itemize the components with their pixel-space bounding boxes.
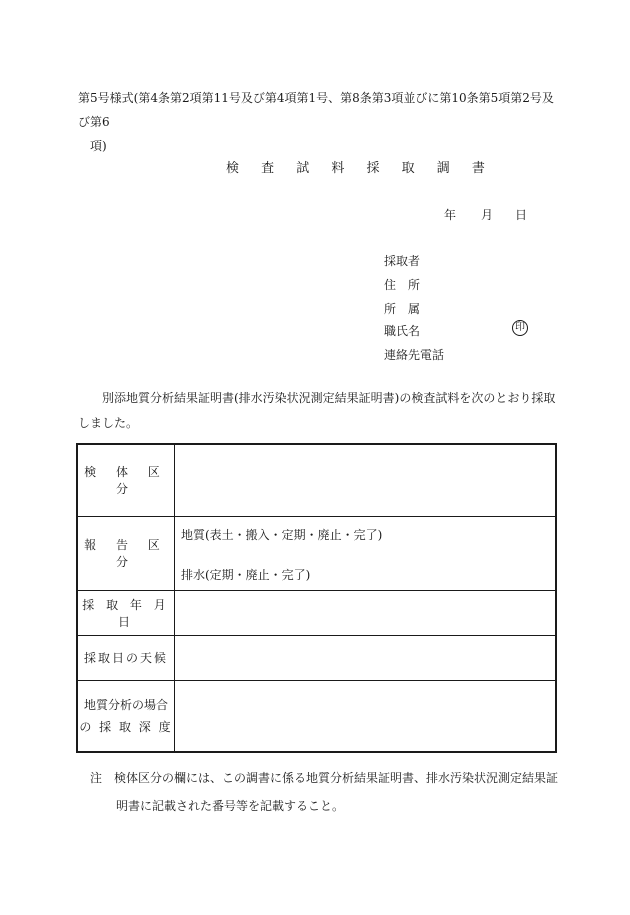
collector-label: 採取者 [384, 254, 421, 268]
footnote-line1: 注 検体区分の欄には、この調書に係る地質分析結果証明書、排水汚染状況測定結果証 [90, 771, 559, 785]
collector-affiliation-label: 所 属 [384, 302, 421, 316]
date-year: 年 [444, 208, 457, 222]
row-label-specimen-category: 検 体 区 分 [77, 444, 175, 516]
report-option-soil: 地質(表土・搬入・定期・廃止・完了) [181, 527, 383, 542]
sampling-date-field[interactable] [175, 590, 557, 635]
sample-record-table [76, 443, 557, 753]
table-row [77, 444, 556, 516]
collector-name-label: 職氏名 [384, 324, 421, 338]
collector-address-label: 住 所 [384, 278, 421, 292]
footnote-line2: 明書に記載された番号等を記載すること。 [116, 799, 345, 813]
sampling-depth-label-line1: 地質分析の場合 [83, 697, 168, 712]
document-title: 検 査 試 料 採 取 調 書 [226, 161, 494, 176]
specimen-category-field[interactable] [175, 444, 557, 516]
weather-field[interactable] [175, 635, 557, 680]
footnote [90, 764, 560, 820]
row-label-sampling-date: 採 取 年 月 日 [77, 590, 175, 635]
date-day: 日 [515, 208, 528, 222]
sampling-depth-field[interactable] [175, 680, 557, 752]
seal-mark: 印 [512, 320, 528, 336]
intro-paragraph: 別添地質分析結果証明書(排水汚染状況測定結果証明書)の検査試料を次のとおり採取しました。 [78, 391, 556, 430]
sampling-depth-label-line2: の 採 取 深 度 [79, 719, 173, 734]
date-month: 月 [481, 208, 494, 222]
table-row [77, 680, 556, 752]
table-row [77, 590, 556, 635]
form-header-line2: 項) [90, 139, 107, 153]
form-header-line1: 第5号様式(第4条第2項第11号及び第4項第1号、第8条第3項並びに第10条第5項第2号及び第6 [78, 91, 554, 129]
collector-phone-label: 連絡先電話 [384, 348, 445, 362]
form-number-header [78, 86, 558, 158]
table-row [77, 635, 556, 680]
table-row [77, 516, 556, 590]
row-label-report-category: 報 告 区 分 [77, 516, 175, 590]
row-label-sampling-depth [77, 680, 175, 752]
report-option-wastewater: 排水(定期・廃止・完了) [181, 567, 311, 582]
report-category-field[interactable] [175, 516, 557, 590]
row-label-weather: 採取日の天候 [77, 635, 175, 680]
